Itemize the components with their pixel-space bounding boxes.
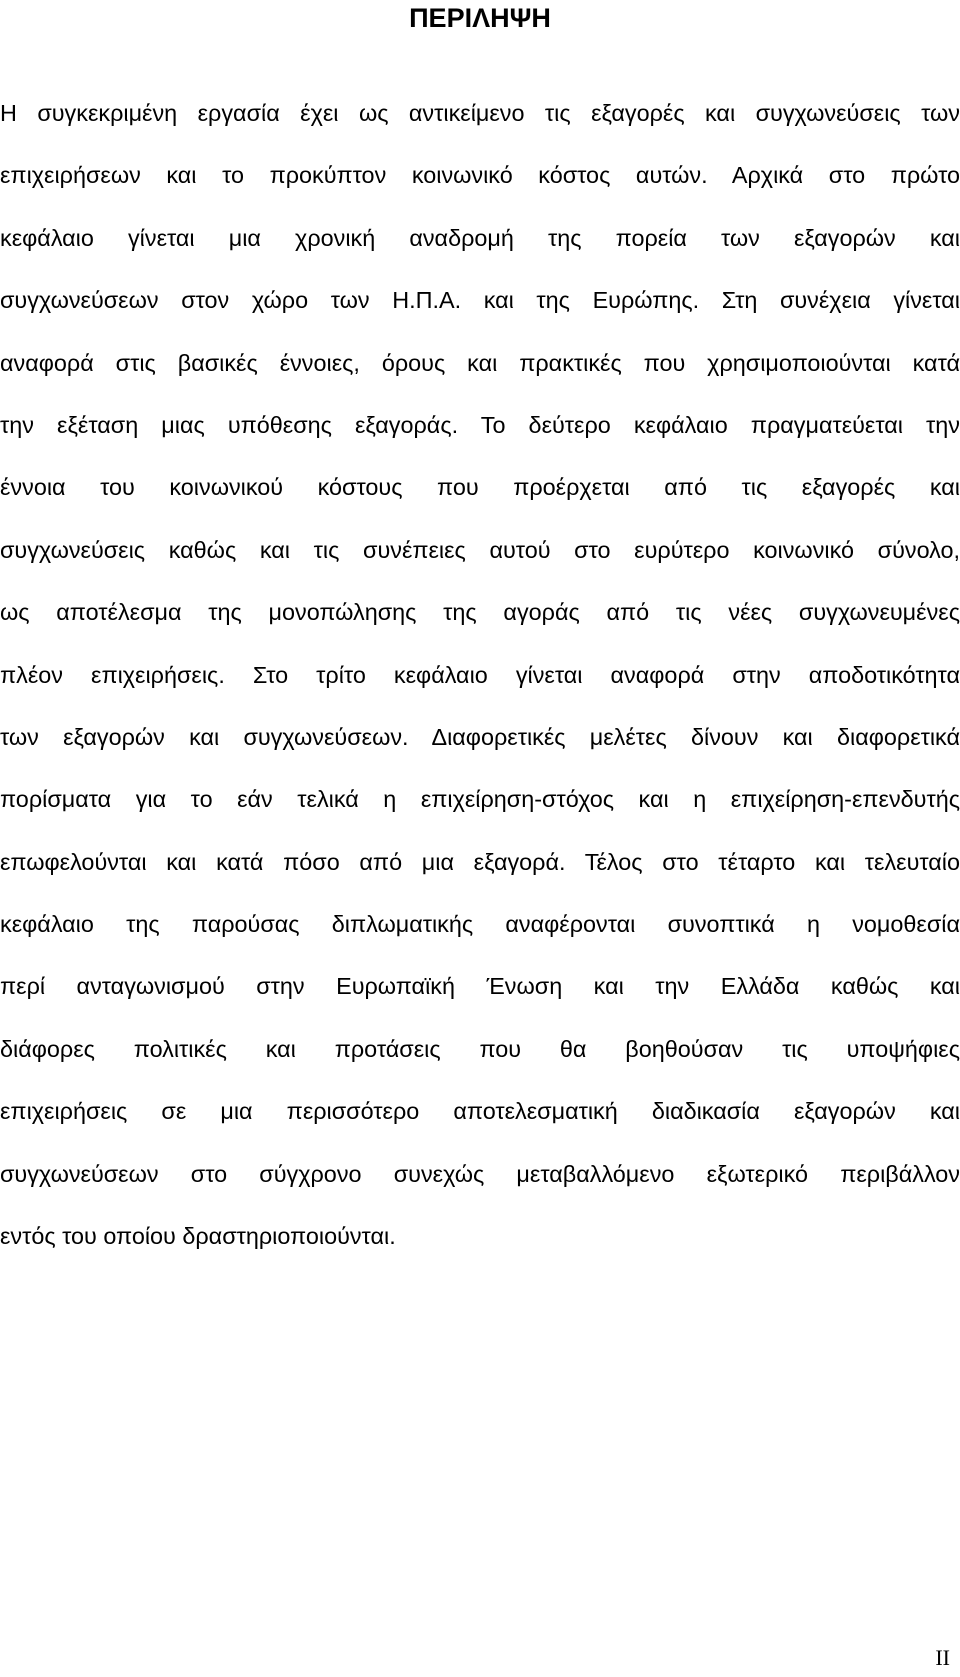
paragraph-line: συγχωνεύσεων στο σύγχρονο συνεχώς μεταβαλλόμενο εξωτερικό περιβάλλον [0,1160,960,1187]
page-title: ΠΕΡΙΛΗΨΗ [409,3,551,33]
paragraph-line: συγχωνεύσεων στον χώρο των Η.Π.Α. και της Ευρώπης. Στη συνέχεια γίνεται [0,287,960,314]
paragraph-line: επωφελούνται και κατά πόσο από μια εξαγορά. Τέλος στο τέταρτο και τελευταίο [0,848,960,875]
paragraph-line: συγχωνεύσεις καθώς και τις συνέπειες αυτού στο ευρύτερο κοινωνικό σύνολο, [0,536,960,563]
paragraph-line: των εξαγορών και συγχωνεύσεων. Διαφορετικές μελέτες δίνουν και διαφορετικά [0,723,960,750]
paragraph-line: διάφορες πολιτικές και προτάσεις που θα βοηθούσαν τις υποψήφιες [0,1035,960,1062]
paragraph-line: Η συγκεκριμένη εργασία έχει ως αντικείμενο τις εξαγορές και συγχωνεύσεις των [0,100,960,126]
paragraph-line: κεφάλαιο γίνεται μια χρονική αναδρομή της πορεία των εξαγορών και [0,224,960,251]
paragraph-line: κεφάλαιο της παρούσας διπλωματικής αναφέρονται συνοπτικά η νομοθεσία [0,911,960,938]
paragraph-line: πορίσματα για το εάν τελικά η επιχείρηση-στόχος και η επιχείρηση-επενδυτής [0,786,960,813]
paragraph-line: εντός του οποίου δραστηριοποιούνται. [0,1223,396,1250]
paragraph-line: πλέον επιχειρήσεις. Στο τρίτο κεφάλαιο γίνεται αναφορά στην αποδοτικότητα [0,661,960,688]
paragraph-line: έννοια του κοινωνικού κόστους που προέρχεται από τις εξαγορές και [0,474,960,501]
paragraph-line: την εξέταση μιας υπόθεσης εξαγοράς. Το δεύτερο κεφάλαιο πραγματεύεται την [0,411,960,438]
summary-paragraph [0,82,960,1267]
paragraph-line: αναφορά στις βασικές έννοιες, όρους και πρακτικές που χρησιμοποιούνται κατά [0,349,960,376]
paragraph-line: επιχειρήσεις σε μια περισσότερο αποτελεσματική διαδικασία εξαγορών και [0,1098,960,1125]
paragraph-line: ως αποτέλεσμα της μονοπώλησης της αγοράς από τις νέες συγχωνευμένες [0,599,960,626]
page-number: II [935,1645,950,1670]
paragraph-line: περί ανταγωνισμού στην Ευρωπαϊκή Ένωση και την Ελλάδα καθώς και [0,973,960,1000]
paragraph-line: επιχειρήσεων και το προκύπτον κοινωνικό κόστος αυτών. Αρχικά στο πρώτο [0,162,960,189]
